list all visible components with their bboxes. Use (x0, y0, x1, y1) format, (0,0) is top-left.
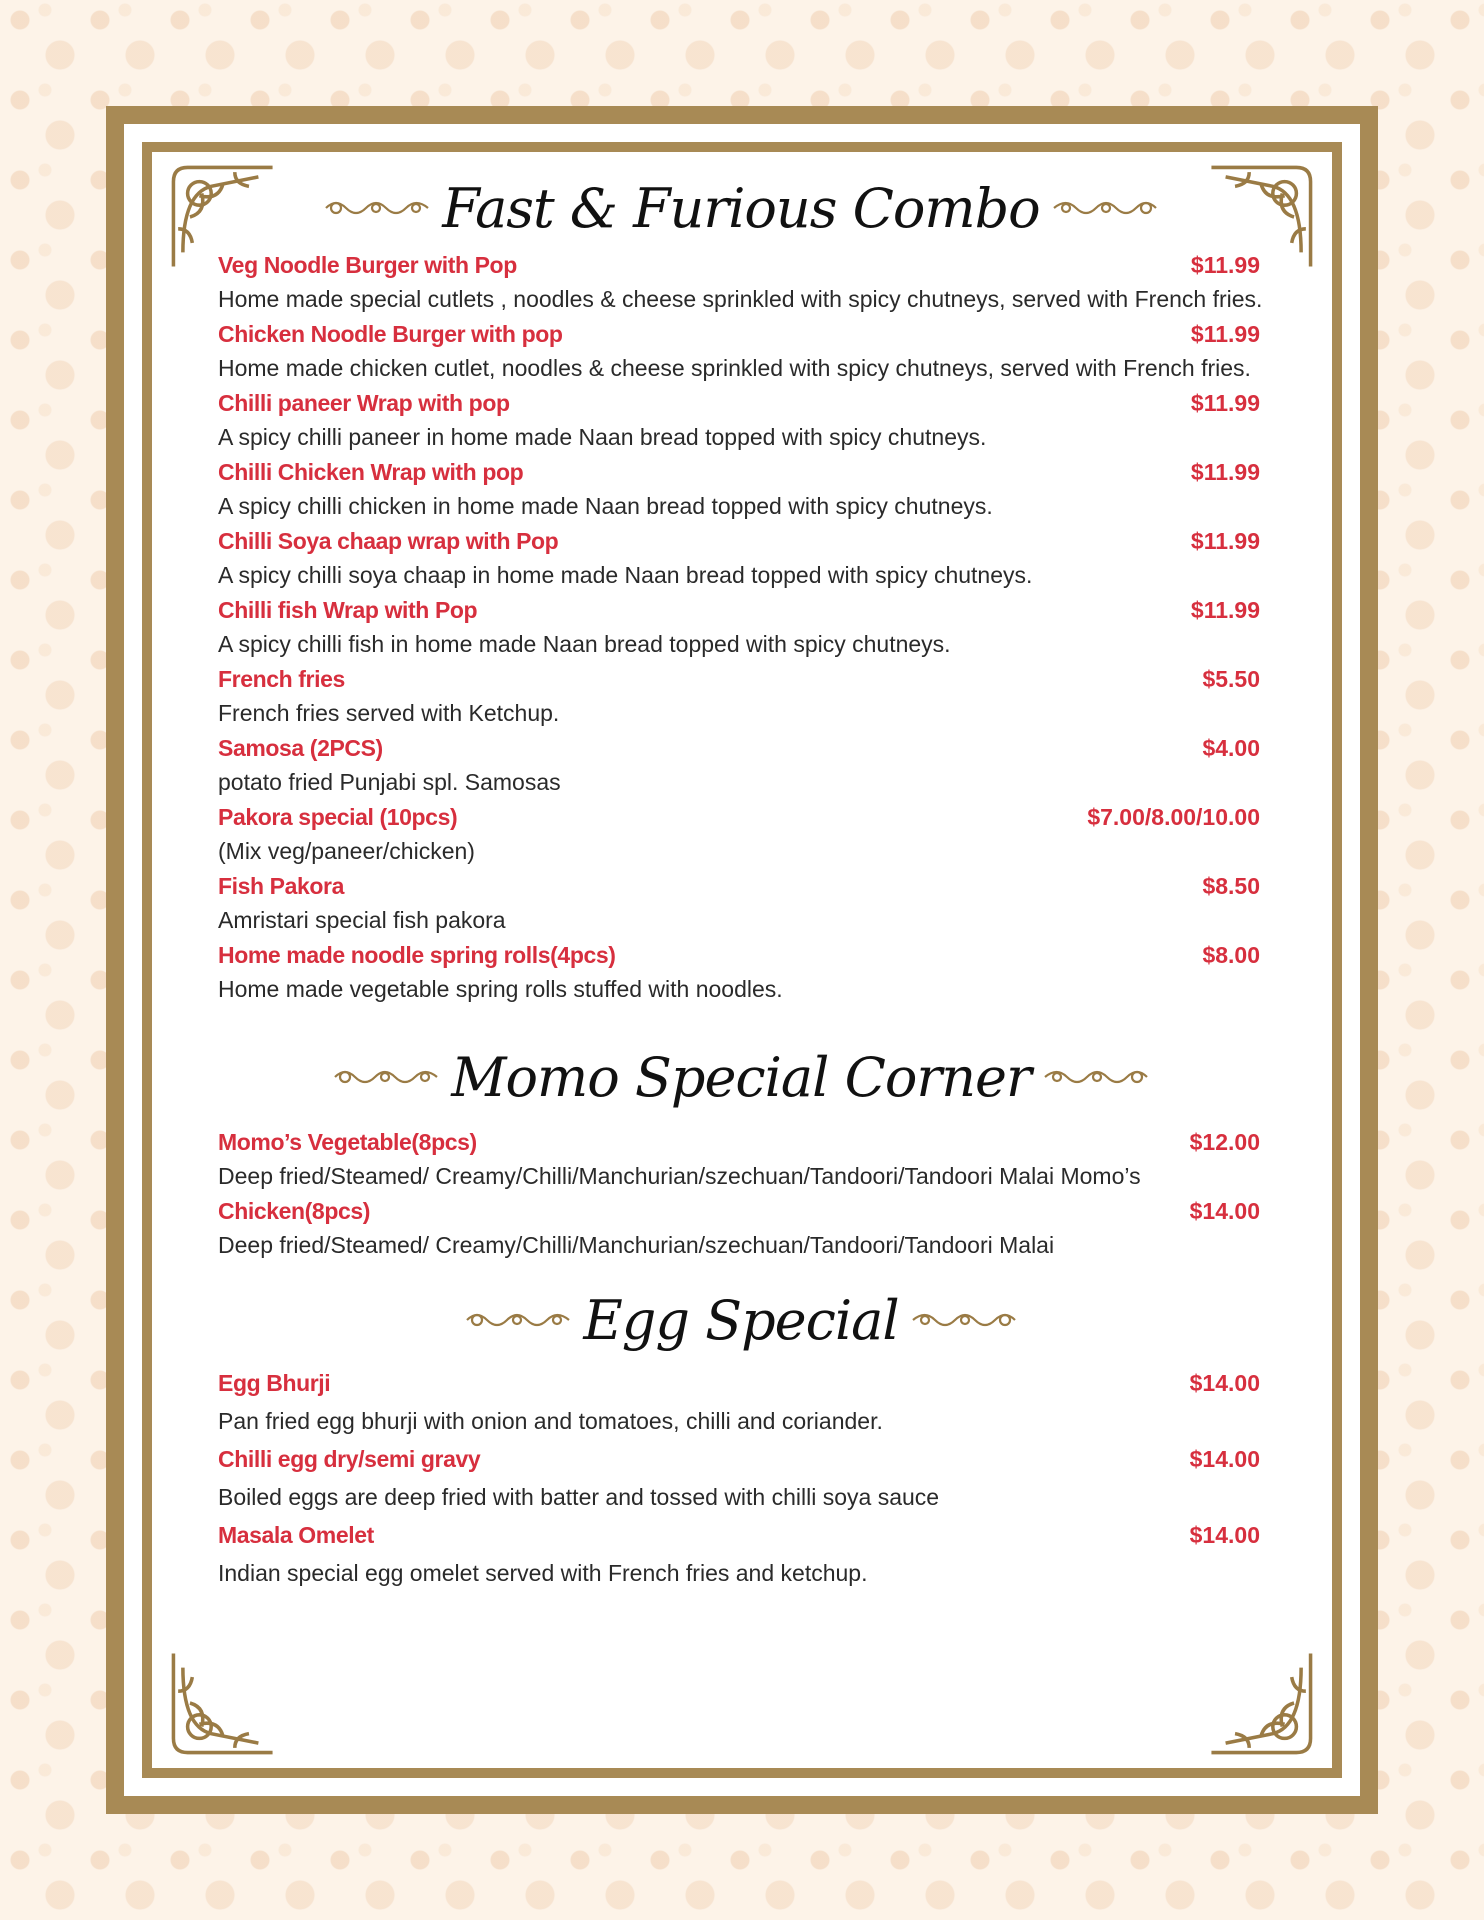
menu-item (218, 1363, 1264, 1439)
section-egg-special (218, 1277, 1264, 1591)
item-description: Boiled eggs are deep fried with batter and tossed with chilli soya sauce (218, 1484, 940, 1510)
menu-item (218, 593, 1264, 662)
item-description: A spicy chilli chicken in home made Naan bread topped with spicy chutneys. (218, 493, 993, 519)
item-description: Deep fried/Steamed/ Creamy/Chilli/Manchurian/szechuan/Tandoori/Tandoori Malai (218, 1232, 1055, 1258)
flourish-icon (1041, 1057, 1151, 1097)
menu-item (218, 869, 1264, 938)
item-name: Egg Bhurji (218, 1370, 331, 1396)
flourish-icon (1050, 188, 1160, 228)
item-price: $5.50 (1202, 666, 1260, 692)
item-name: Chilli Chicken Wrap with pop (218, 459, 524, 485)
item-description: Home made vegetable spring rolls stuffed with noodles. (218, 976, 783, 1002)
item-name: Home made noodle spring rolls(4pcs) (218, 942, 616, 968)
flourish-icon (331, 1057, 441, 1097)
item-price: $11.99 (1190, 321, 1260, 347)
item-description: Home made chicken cutlet, noodles & cheese sprinkled with spicy chutneys, served with French fries. (218, 355, 1251, 381)
item-price: $14.00 (1189, 1446, 1260, 1472)
menu-item (218, 248, 1264, 317)
flourish-icon (909, 1300, 1019, 1340)
item-name: Chilli paneer Wrap with pop (218, 390, 510, 416)
item-description: French fries served with Ketchup. (218, 700, 560, 726)
item-name: Chilli fish Wrap with Pop (218, 597, 478, 623)
item-description: Pan fried egg bhurji with onion and tomatoes, chilli and coriander. (218, 1408, 883, 1434)
item-description: Home made special cutlets , noodles & cheese sprinkled with spicy chutneys, served with French fries. (218, 286, 1263, 312)
section-title: Fast & Furious Combo (442, 176, 1040, 240)
item-name: Pakora special (10pcs) (218, 804, 458, 830)
menu-item (218, 1194, 1264, 1263)
flourish-icon (463, 1300, 573, 1340)
item-name: Chicken(8pcs) (218, 1198, 371, 1224)
menu-item (218, 1125, 1264, 1194)
item-description: A spicy chilli paneer in home made Naan bread topped with spicy chutneys. (218, 424, 987, 450)
section-header (218, 168, 1264, 248)
item-name: Masala Omelet (218, 1522, 374, 1548)
item-price: $7.00/8.00/10.00 (1087, 804, 1260, 830)
flourish-icon (322, 188, 432, 228)
item-description: (Mix veg/paneer/chicken) (218, 838, 475, 864)
item-price: $14.00 (1189, 1198, 1260, 1224)
corner-ornament-icon (1202, 1644, 1320, 1762)
menu-item (218, 386, 1264, 455)
item-name: Chicken Noodle Burger with pop (218, 321, 563, 347)
item-price: $11.99 (1190, 252, 1260, 278)
menu-content (218, 168, 1264, 1591)
item-description: A spicy chilli soya chaap in home made Naan bread topped with spicy chutneys. (218, 562, 1033, 588)
item-price: $14.00 (1189, 1522, 1260, 1548)
section-fast-furious (218, 168, 1264, 1007)
corner-ornament-icon (164, 1644, 282, 1762)
item-description: potato fried Punjabi spl. Samosas (218, 769, 561, 795)
item-price: $12.00 (1189, 1129, 1260, 1155)
item-description: Amristari special fish pakora (218, 907, 506, 933)
item-description: Deep fried/Steamed/ Creamy/Chilli/Manchurian/szechuan/Tandoori/Tandoori Malai Momo’s (218, 1163, 1141, 1189)
item-name: Momo’s Vegetable(8pcs) (218, 1129, 477, 1155)
item-name: French fries (218, 666, 345, 692)
item-price: $11.99 (1190, 528, 1260, 554)
item-name: Veg Noodle Burger with Pop (218, 252, 517, 278)
menu-item (218, 731, 1264, 800)
item-price: $14.00 (1189, 1370, 1260, 1396)
section-title: Momo Special Corner (451, 1045, 1031, 1109)
section-title: Egg Special (583, 1288, 899, 1352)
item-description: A spicy chilli fish in home made Naan bread topped with spicy chutneys. (218, 631, 951, 657)
item-price: $11.99 (1190, 459, 1260, 485)
item-price: $11.99 (1190, 390, 1260, 416)
item-price: $11.99 (1190, 597, 1260, 623)
section-header (218, 1029, 1264, 1125)
menu-item (218, 1515, 1264, 1591)
item-name: Chilli egg dry/semi gravy (218, 1446, 481, 1472)
menu-item (218, 1439, 1264, 1515)
item-price: $8.50 (1202, 873, 1260, 899)
section-momo-special (218, 1029, 1264, 1263)
menu-item (218, 938, 1264, 1007)
item-name: Chilli Soya chaap wrap with Pop (218, 528, 559, 554)
item-price: $4.00 (1202, 735, 1260, 761)
item-name: Fish Pakora (218, 873, 344, 899)
menu-item (218, 317, 1264, 386)
item-price: $8.00 (1202, 942, 1260, 968)
menu-item (218, 662, 1264, 731)
menu-item (218, 800, 1264, 869)
item-description: Indian special egg omelet served with French fries and ketchup. (218, 1560, 868, 1586)
menu-item (218, 455, 1264, 524)
item-name: Samosa (2PCS) (218, 735, 383, 761)
section-header (218, 1277, 1264, 1363)
menu-item (218, 524, 1264, 593)
